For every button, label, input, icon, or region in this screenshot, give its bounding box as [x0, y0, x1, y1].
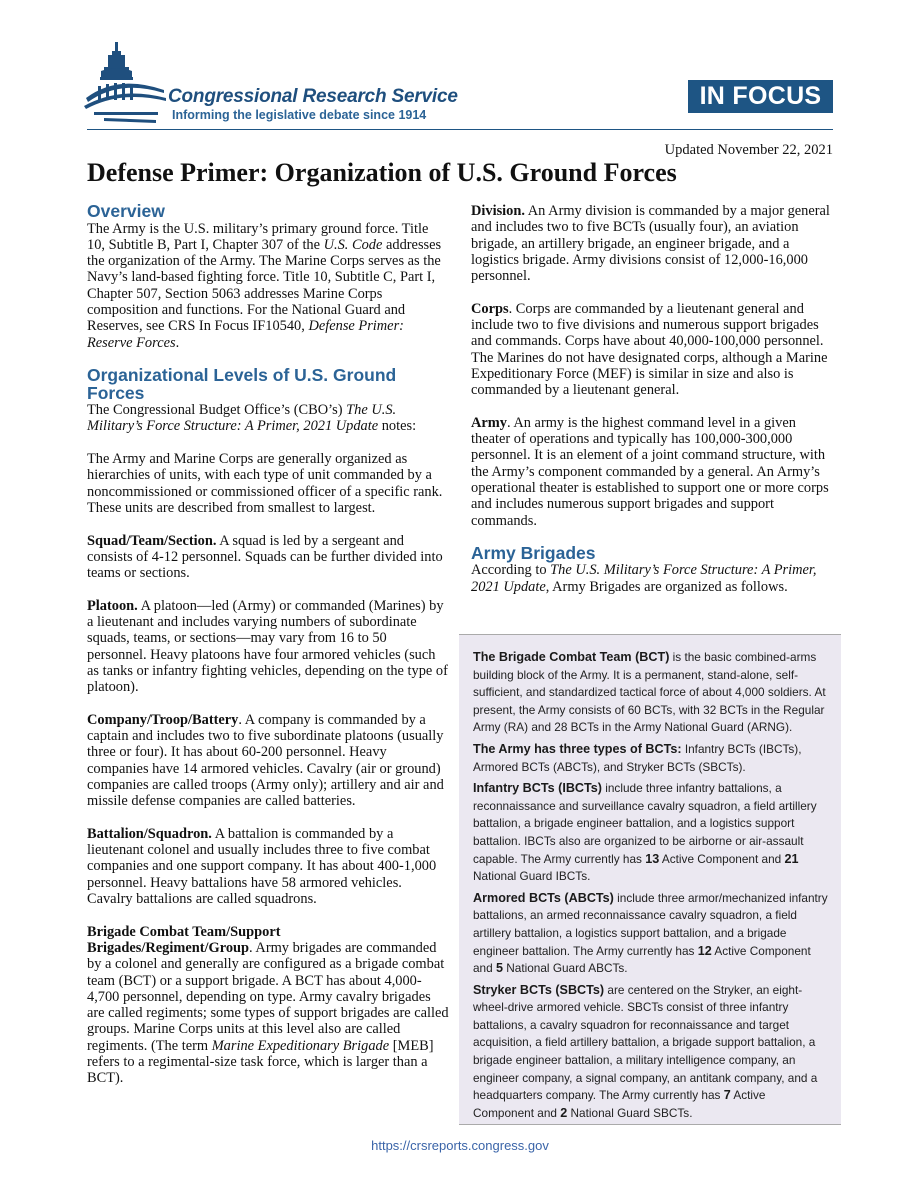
- org-tagline: Informing the legislative debate since 1914: [172, 108, 427, 122]
- battalion-paragraph: Battalion/Squadron. A battalion is commanded by a lieutenant colonel and usually includes three to five combat companies and one support company. It has about 400-1,000 personnel. Heavy battalions have 58 armored vehicles. Cavalry battalions are called squadrons.: [87, 825, 437, 908]
- army-brigades-heading: Army Brigades: [471, 542, 596, 563]
- brigades-intro: According to The U.S. Military’s Force Structure: A Primer, 2021 Update, Army Brigades are organized as follows.: [471, 562, 817, 595]
- document-title: Defense Primer: Organization of U.S. Ground Forces: [87, 158, 677, 187]
- company-paragraph: Company/Troop/Battery. A company is commanded by a captain and includes two to five subordinate platoons (usually three or four). It has about 60-200 personnel. Heavy companies have 14 armored vehicles. Cavalry (air or ground) companies are called troops (Army only); artillery and air and missile defense companies are called batteries.: [87, 711, 444, 810]
- levels-paragraph: The Army and Marine Corps are generally organized as hierarchies of units, with each type of unit commanded by a noncommissioned or commissioned officer of a specific rank. These units are described from smallest to largest.: [87, 451, 443, 516]
- overview-heading: Overview: [87, 201, 165, 221]
- army-paragraph: Army. An army is the highest command level in a given theater of operations and typically has 100,000-300,000 personnel. It is an element of a joint command structure, with the Army’s component commanded by a general. An Army’s operational theater is established to support one or more corps and includes numerous support brigades and support commands.: [471, 414, 829, 529]
- org-name: Congressional Research Service: [168, 86, 458, 107]
- brigade-paragraph: Brigade Combat Team/Support Brigades/Regiment/Group. Army brigades are commanded by a colonel and generally are configured as a brigade combat team (BCT) or a support brigade. A BCT has about 4,000-4,700 personnel, depending on type. Army cavalry brigades are called regiments; some types of support brigades are called groups. Marine Corps units at this level also are called regiments. (The term Marine Expeditionary Brigade [MEB] refers to a regimental-size task force, which is larger than a BCT).: [87, 923, 449, 1087]
- levels-heading: Organizational Levels of U.S. Ground Forces: [87, 365, 397, 403]
- bct-paragraph: The Brigade Combat Team (BCT) is the basic combined-arms building block of the Army. It is a permanent, stand-alone, self-sufficient, and standardized tactical force of about 4,000 soldiers. At present, the Army consists of 60 BCTs, with 32 BCTs in the Regular Army (RA) and 28 BCTs in the Army National Guard (ARNG).: [473, 650, 826, 735]
- bct-info-box: [459, 634, 841, 1125]
- updated-date: Updated November 22, 2021: [664, 142, 833, 158]
- platoon-paragraph: Platoon. A platoon—led (Army) or commanded (Marines) by a lieutenant and includes varying numbers of subordinate squads, teams, or sections—may vary from 16 to 50 personnel. Heavy platoons have four armored vehicles (such as tanks or infantry fighting vehicles, depending on the type of platoon).: [87, 597, 448, 696]
- division-paragraph: Division. An Army division is commanded by a major general and includes two to five BCTs (usually four), an aviation brigade, an artillery brigade, an engineer brigade, and a logistics brigade. Army divisions consist of 12,000-16,000 personnel.: [471, 203, 830, 285]
- capitol-dome-logo-icon: [84, 40, 166, 128]
- sbct-paragraph: Stryker BCTs (SBCTs) are centered on the Stryker, an eight-wheel-drive armored vehicle. SBCTs consist of three infantry battalions, a cavalry squadron for reconnaissance and target acquisition, a field artillery battalion, a brigade support battalion, a brigade engineer battalion, a military intelligence company, an engineer company, a signal company, an antitank company, and a headquarters company. The Army currently has 7 Active Component and 2 National Guard SBCTs.: [473, 982, 818, 1120]
- squad-paragraph: Squad/Team/Section. A squad is led by a sergeant and consists of 4-12 personnel. Squads can be further divided into teams or sections.: [87, 532, 443, 582]
- ibct-paragraph: Infantry BCTs (IBCTs) include three infantry battalions, a reconnaissance and surveillance cavalry squadron, a field artillery battalion, a brigade engineer battalion, and a logistics support battalion. IBCTs also are organized to be airborne or air-assault capable. The Army currently has 13 Active Component and 21 National Guard IBCTs.: [473, 781, 817, 884]
- left-column: [87, 203, 449, 1087]
- footer-link[interactable]: https://crsreports.congress.gov: [371, 1138, 549, 1153]
- levels-intro: The Congressional Budget Office’s (CBO’s) The U.S. Military’s Force Structure: A Primer, 2021 Update notes:: [87, 402, 417, 435]
- abct-paragraph: Armored BCTs (ABCTs) include three armor/mechanized infantry battalions, an armed reconnaissance cavalry squadron, a field artillery battalion, a logistics support battalion, and a brigade engineer battalion. The Army currently has 12 Active Component and 5 National Guard ABCTs.: [473, 890, 828, 976]
- bct-types-paragraph: The Army has three types of BCTs: Infantry BCTs (IBCTs), Armored BCTs (ABCTs), and Stryker BCTs (SBCTs).: [473, 741, 802, 774]
- right-column: [471, 203, 834, 595]
- header-divider: [87, 129, 833, 130]
- in-focus-badge: IN FOCUS: [688, 80, 833, 113]
- overview-paragraph: The Army is the U.S. military’s primary ground force. Title 10, Subtitle B, Part I, Chapter 307 of the U.S. Code addresses the organization of the Army. The Marine Corps serves as the Navy’s land-based fighting force. Title 10, Subtitle C, Part I, Chapter 507, Section 5063 addresses Marine Corps composition and functions. For the National Guard and Reserves, see CRS In Focus IF10540, Defense Primer: Reserve Forces.: [87, 220, 442, 351]
- corps-paragraph: Corps. Corps are commanded by a lieutenant general and include two to five divisions and numerous support brigades and commands. Corps have about 40,000-100,000 personnel. The Marines do not have designated corps, although a Marine Expeditionary Force (MEF) is similar in size and also is commanded by a lieutenant general.: [471, 300, 828, 399]
